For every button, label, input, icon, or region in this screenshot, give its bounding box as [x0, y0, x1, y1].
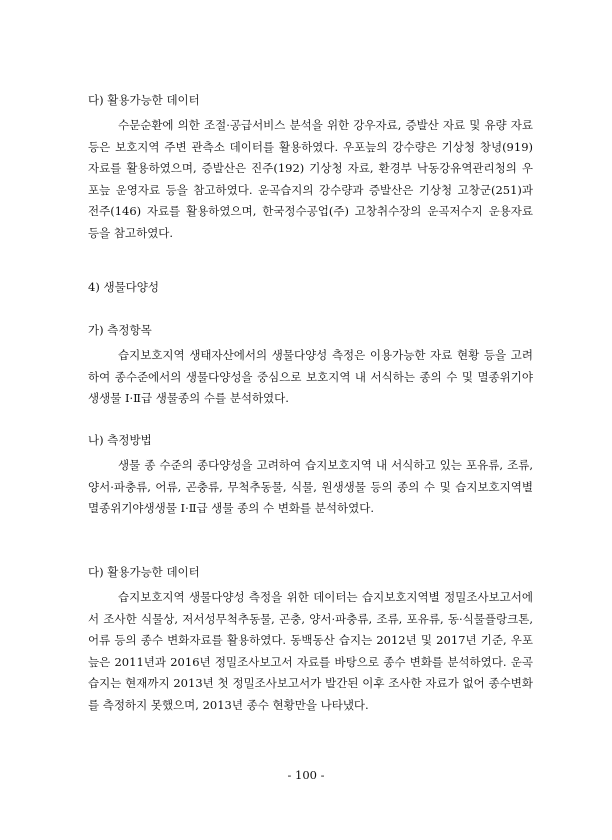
paragraph-measurement-method: 생물 종 수준의 종다양성을 고려하여 습지보호지역 내 서식하고 있는 포유류, 조류, 양서·파충류, 어류, 곤충류, 무척추동물, 식물, 원생생물 등의 종의 수 및 습지보호지역별 멸종위기야생생물 Ⅰ·Ⅱ급 생물 종의 수 변화를 분석하였다. [88, 458, 533, 515]
paragraph-data-biodiversity: 습지보호지역 생물다양성 측정을 위한 데이터는 습지보호지역별 정밀조사보고서에서 조사한 식물상, 저서성무척추동물, 곤충, 양서·파충류, 조류, 포유류, 동·식물플랑크톤, 어류 등의 종수 변화자료를 활용하였다. 동백동산 습지는 2012년 및 2017년 기준, 우포늪은 2011년과 2016년 정밀조사보고서 자료를 바탕으로 종수 변화를 분석하였다. 운곡습지는 현재까지 2013년 첫 정밀조사보고서가 발간된 이후 조사한 자료가 없어 종수변화를 측정하지 못했으며, 2013년 종수 현황만을 나타냈다. [88, 590, 533, 712]
section-heading-data-biodiversity: 다) 활용가능한 데이터 [88, 565, 200, 579]
section-heading-data-hydrology: 다) 활용가능한 데이터 [88, 93, 200, 107]
paragraph-measurement-items: 습지보호지역 생태자산에서의 생물다양성 측정은 이용가능한 자료 현황 등을 고려하여 종수준에서의 생물다양성을 중심으로 보호지역 내 서식하는 종의 수 및 멸종위기야생생물 Ⅰ·Ⅱ급 생물종의 수를 분석하였다. [88, 348, 533, 405]
section-heading-measurement-items: 가) 측정항목 [88, 323, 152, 337]
section-heading-measurement-method: 나) 측정방법 [88, 433, 152, 447]
page-number: - 100 - [287, 768, 325, 782]
section-heading-biodiversity: 4) 생물다양성 [88, 280, 160, 294]
paragraph-data-hydrology: 수문순환에 의한 조절·공급서비스 분석을 위한 강우자료, 증발산 자료 및 유량 자료 등은 보호지역 주변 관측소 데이터를 활용하였다. 우포늪의 강수량은 기상청 창녕(919) 자료를 활용하였으며, 증발산은 진주(192) 기상청 자료, 환경부 낙동강유역관리청의 우포늪 운영자료 등을 참고하였다. 운곡습지의 강수량과 증발산은 기상청 고창군(251)과 전주(146) 자료를 활용하였으며, 한국정수공업(주) 고창취수장의 운곡저수지 운용자료 등을 참고하였다. [88, 118, 533, 240]
